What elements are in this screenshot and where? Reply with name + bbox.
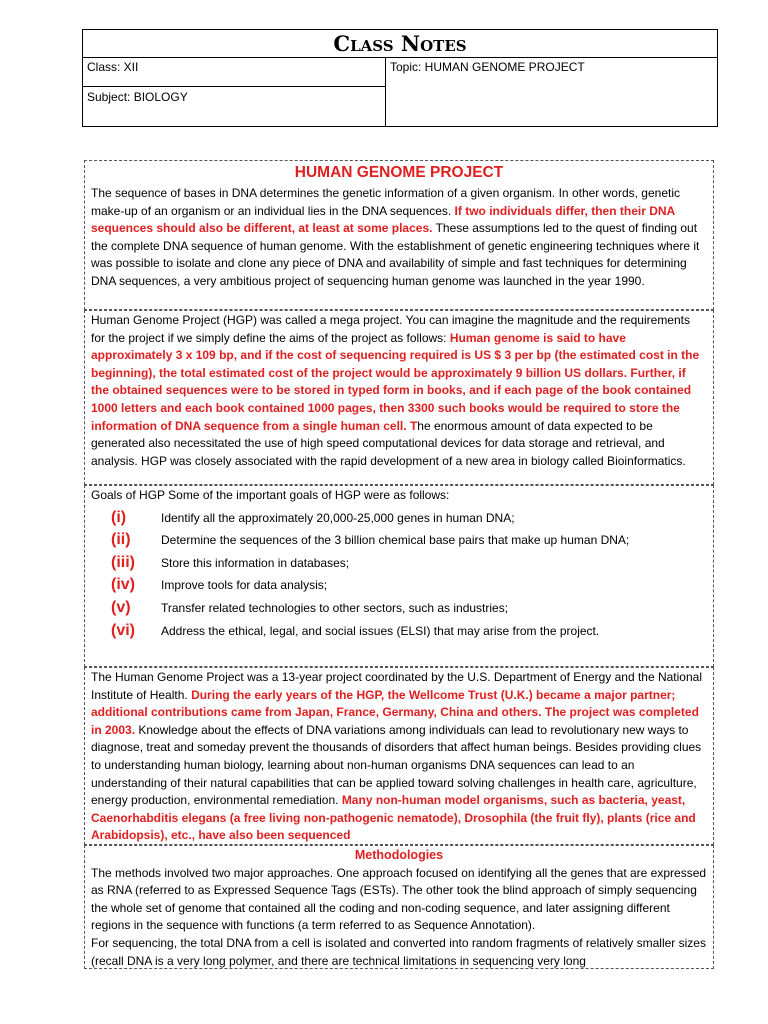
goal-number: (iv) [111, 576, 135, 594]
intro-text: The sequence of bases in DNA determines the genetic information of a given organism. In other words, genetic make-up of an organism or an individual lies in the DNA sequences. [91, 186, 680, 218]
history-text-2: Knowledge about the effects of DNA variations among individuals can lead to revolutionary new ways to diagnose, treat and someday prevent the thousands of disorders that affect human beings. Besides providing clues to understanding human biology, learning about non-human organisms DNA sequences can lead to an understanding of their natural capabilities that can be applied toward solving challenges in health care, agriculture, energy production, environmental remediation. [91, 722, 702, 808]
goal-number: (v) [111, 598, 131, 616]
mega-text: Human Genome Project (HGP) was called a mega project. You can imagine the magnitude and the requirements for the project if we simply define the aims of the project as follows: [91, 313, 690, 345]
topic-label: Topic: HUMAN GENOME PROJECT [390, 60, 585, 74]
mega-highlight: Human genome is said to have approximately 3 x 109 bp, and if the cost of sequencing required is US $ 3 per bp (the estimated cost in the beginning), the total estimated cost of the project would be approximately 9 billion US dollars. Further, if the obtained sequences were to be stored in typed form in books, and if each page of the book contained 1000 letters and each book contained 1000 pages, then 3300 such books would be required to store the information of DNA sequence from a single human cell. T [91, 330, 700, 433]
header-left-cells [83, 57, 386, 126]
goal-item [91, 576, 707, 595]
history-highlight-2: Many non-human model organisms, such as bacteria, yeast, Caenorhabditis elegans (a free living non-pathogenic nematode), Drosophila (the fruit fly), plants (rice and Arabidopsis), etc., have also been sequenced [91, 793, 696, 843]
goal-number: (i) [111, 508, 127, 526]
goal-text: Determine the sequences of the 3 billion chemical base pairs that make up human DNA; [161, 533, 630, 548]
history-section [84, 667, 714, 845]
goal-number: (vi) [111, 621, 135, 639]
goals-section [84, 485, 714, 667]
history-highlight: During the early years of the HGP, the Wellcome Trust (U.K.) became a major partner; additional contributions came from Japan, France, Germany, China and others. The project was completed in 2003. [91, 687, 699, 737]
goal-text: Identify all the approximately 20,000-25,000 genes in human DNA; [161, 510, 515, 525]
goal-item [91, 509, 707, 528]
methods-paragraph-1: The methods involved two major approaches. One approach focused on identifying all the genes that are expressed as RNA (referred to as Expressed Sequence Tags (ESTs). The other took the blind approach of simply sequencing the whole set of genome that contained all the coding and non-coding sequence, and later assigning different regions in the sequence with functions (a term referred to as Sequence Annotation). [91, 865, 707, 933]
mega-project-section [84, 310, 714, 485]
class-label: Class: XII [83, 57, 385, 87]
goal-item [91, 599, 707, 618]
goal-item [91, 554, 707, 573]
methodologies-title: Methodologies [354, 848, 444, 862]
goal-item [91, 622, 707, 641]
goal-text: Address the ethical, legal, and social issues (ELSI) that may arise from the project. [161, 623, 600, 638]
page-title: Class Notes [83, 30, 717, 58]
mega-text-end: he enormous amount of data expected to be generated also necessitated the use of high speed computational devices for data storage and retrieval, and analysis. HGP was closely associated with the rapid development of a new area in biology called Bioinformatics. [91, 418, 686, 468]
goals-intro: Goals of HGP Some of the important goals of HGP were as follows: [91, 488, 450, 502]
class-notes-header [82, 29, 718, 127]
intro-section [84, 160, 714, 310]
subject-label: Subject: BIOLOGY [87, 90, 188, 104]
goal-number: (ii) [111, 531, 131, 549]
goal-text: Transfer related technologies to other sectors, such as industries; [161, 600, 509, 615]
goal-text: Store this information in databases; [161, 555, 350, 570]
intro-paragraph [91, 185, 707, 291]
goal-text: Improve tools for data analysis; [161, 578, 328, 593]
methodologies-section [84, 845, 714, 969]
intro-highlight: If two individuals differ, then their DNA sequences should also be different, at least at some places. [91, 203, 675, 236]
section-title: HUMAN GENOME PROJECT [294, 164, 504, 181]
methods-paragraph-2: For sequencing, the total DNA from a cell is isolated and converted into random fragments of relatively smaller sizes (recall DNA is a very long polymer, and there are technical limitations in sequencing very long [91, 935, 706, 968]
goal-number: (iii) [111, 553, 135, 571]
intro-text-end: These assumptions led to the quest of finding out the complete DNA sequence of human genome. With the establishment of genetic engineering techniques where it was possible to isolate and clone any piece of DNA and availability of simple and fast techniques for determining DNA sequences, a very ambitious project of sequencing human genome was launched in the year 1990. [91, 221, 700, 288]
history-text: The Human Genome Project was a 13-year project coordinated by the U.S. Department of Energy and the National Institute of Health. [91, 670, 702, 702]
goal-item [91, 531, 707, 550]
